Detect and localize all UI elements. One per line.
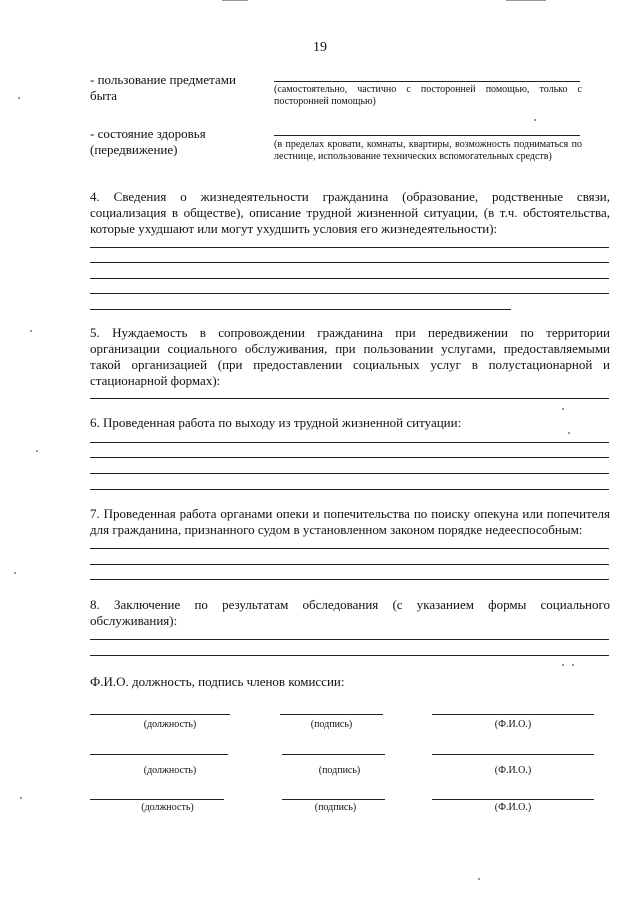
item-household-fill-line — [274, 81, 580, 82]
sig-row-1-position-caption: (должность) — [143, 719, 197, 730]
section-4-line-3 — [90, 278, 609, 279]
scan-edge-mark — [506, 0, 546, 1]
scan-speck — [478, 878, 480, 880]
sig-row-1-signature-caption: (подпись) — [310, 719, 353, 730]
item-health-fill-line — [274, 135, 580, 136]
sig-row-3-signature-line — [282, 799, 385, 800]
sig-row-2-position-caption: (должность) — [143, 765, 197, 776]
scan-speck — [568, 432, 570, 434]
scan-speck — [14, 572, 16, 574]
item-household-label-line2: быта — [90, 88, 117, 103]
section-6-line-1 — [90, 442, 609, 443]
sig-row-2-signature-caption: (подпись) — [318, 765, 361, 776]
sig-row-3-position-caption: (должность) — [141, 802, 194, 813]
page-number: 19 — [313, 40, 327, 55]
sig-row-3-signature-caption: (подпись) — [314, 802, 357, 813]
section-7-line-3 — [90, 579, 609, 580]
sig-row-1-name-line — [432, 714, 594, 715]
item-health-label-line1: - состояние здоровья — [90, 126, 206, 141]
sig-row-2-name-caption: (Ф.И.О.) — [494, 765, 532, 776]
item-health-note: (в пределах кровати, комнаты, квартиры, возможность подниматься по лестнице, использование технических вспомогательных средств) — [274, 139, 582, 162]
section-4-line-2 — [90, 262, 609, 263]
section-4-text: 4. Сведения о жизнедеятельности гражданина (образование, родственные связи, социализация в обществе), описание трудной жизненной ситуации, (в т.ч. обстоятельства, которые ухудшают или могут ухудшить условия его жизнедеятельности): — [90, 189, 610, 236]
item-health-label — [90, 126, 260, 158]
item-household-label-line1: - пользование предметами — [90, 72, 236, 87]
section-8-text: 8. Заключение по результатам обследования (с указанием формы социального обслуживания): — [90, 597, 610, 628]
commission-title: Ф.И.О. должность, подпись членов комиссии: — [90, 674, 345, 689]
scan-speck — [562, 408, 564, 410]
section-4-line-5 — [90, 309, 511, 310]
item-health-label-line2: (передвижение) — [90, 142, 178, 157]
sig-row-2-signature-line — [282, 754, 385, 755]
sig-row-3-name-caption: (Ф.И.О.) — [494, 802, 532, 813]
item-household-note: (самостоятельно, частично с посторонней помощью, только с посторонней помощью) — [274, 84, 582, 107]
sig-row-3-position-line — [90, 799, 224, 800]
sig-row-2-position-line — [90, 754, 228, 755]
section-7-line-1 — [90, 548, 609, 549]
sig-row-2-name-line — [432, 754, 594, 755]
section-6-line-3 — [90, 473, 609, 474]
scan-speck — [562, 664, 564, 666]
section-6-text: 6. Проведенная работа по выходу из трудной жизненной ситуации: — [90, 415, 462, 430]
sig-row-3-name-line — [432, 799, 594, 800]
scan-speck — [30, 330, 32, 332]
scan-speck — [20, 797, 22, 799]
scan-speck — [18, 97, 20, 99]
section-8-line-1 — [90, 639, 609, 640]
sig-row-1-signature-line — [280, 714, 383, 715]
section-8-line-2 — [90, 655, 609, 656]
sig-row-1-name-caption: (Ф.И.О.) — [494, 719, 532, 730]
scan-edge-mark — [222, 0, 248, 1]
section-6-line-2 — [90, 457, 609, 458]
scan-speck — [36, 450, 38, 452]
scan-speck — [534, 119, 536, 121]
section-4-line-1 — [90, 247, 609, 248]
scan-speck — [572, 664, 574, 666]
section-7-line-2 — [90, 564, 609, 565]
section-4-line-4 — [90, 293, 609, 294]
section-6-line-4 — [90, 489, 609, 490]
section-5-text: 5. Нуждаемость в сопровождении гражданина при передвижении по территории организации социального обслуживания, при пользовании услугами, предоставляемыми такой организацией (при предоставлении социальных услуг в полустационарной и стационарной формах): — [90, 325, 610, 388]
section-7-text: 7. Проведенная работа органами опеки и попечительства по поиску опекуна или попечителя для гражданина, признанного судом в установленном законом порядке недееспособным: — [90, 506, 610, 537]
sig-row-1-position-line — [90, 714, 230, 715]
section-5-line-1 — [90, 398, 609, 399]
item-household-label — [90, 72, 260, 104]
